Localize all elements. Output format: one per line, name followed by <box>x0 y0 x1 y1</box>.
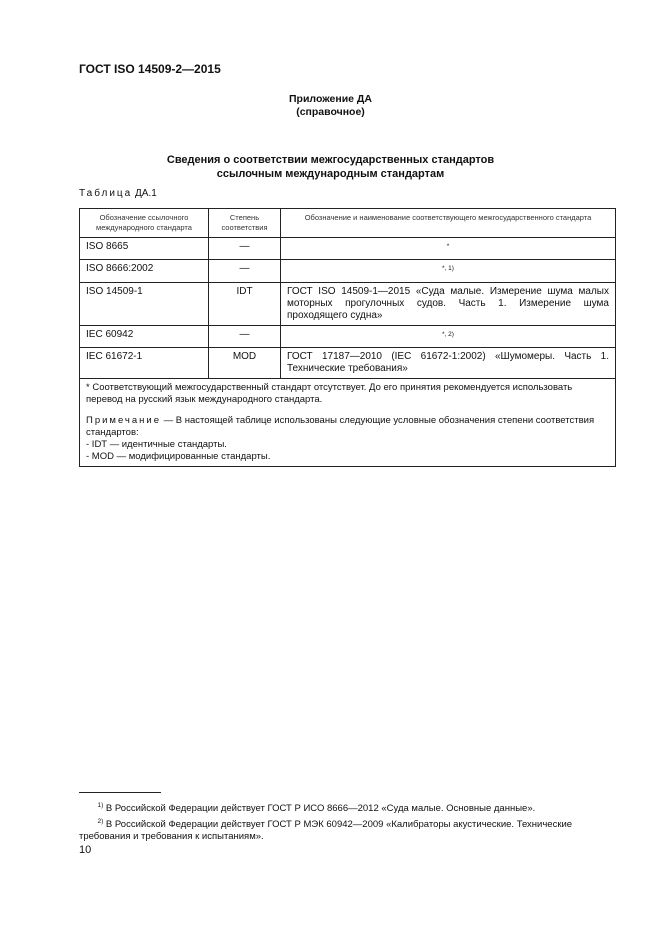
correspondence-table <box>79 208 616 467</box>
table-footer-row <box>80 378 616 466</box>
cell-national <box>281 260 616 282</box>
star-footnote: * Соответствующий межгосударственный стандарт отсутствует. До его принятия рекомендуется использовать перевод на русский язык международного стандарта. <box>86 381 573 405</box>
table-caption-prefix: Таблица <box>79 188 133 199</box>
footnote-1-mark: 1) <box>97 802 104 809</box>
footnote-1 <box>79 800 616 815</box>
cell-degree: IDT <box>209 282 281 325</box>
table-caption <box>79 188 157 199</box>
table-row <box>80 260 616 282</box>
annex-title: Приложение ДА <box>289 93 372 105</box>
table-note <box>86 415 609 439</box>
cell-national-mark: *, 1) <box>442 265 454 273</box>
table-row <box>80 325 616 347</box>
table-header-row <box>80 209 616 238</box>
cell-ref: ISO 14509-1 <box>80 282 209 325</box>
column-header-national: Обозначение и наименование соответствующего межгосударственного стандарта <box>281 209 616 238</box>
cell-degree: — <box>209 325 281 347</box>
cell-national-mark: * <box>446 243 450 250</box>
cell-national <box>281 238 616 260</box>
footnote-1-text: В Российской Федерации действует ГОСТ Р ИСО 8666—2012 «Суда малые. Основные данные». <box>105 803 536 815</box>
cell-ref: ISO 8665 <box>80 238 209 260</box>
table-notes <box>80 378 616 466</box>
document-code: ГОСТ ISO 14509-2—2015 <box>79 62 221 76</box>
annex-subtitle: (справочное) <box>296 106 365 118</box>
annex-heading <box>0 93 661 119</box>
section-title-line1: Сведения о соответствии межгосударственных стандартов <box>166 154 495 166</box>
note-item-idt: - IDT — идентичные стандарты. <box>86 438 227 450</box>
table-row <box>80 347 616 378</box>
table-caption-number: ДА.1 <box>135 188 157 199</box>
footnote-2-text: В Российской Федерации действует ГОСТ Р МЭК 60942—2009 «Калибраторы акустические. Технические требования и требования к испытаниям». <box>79 819 573 843</box>
cell-ref: ISO 8666:2002 <box>80 260 209 282</box>
section-title-line2: ссылочным международным стандартам <box>216 168 445 180</box>
cell-ref: IEC 60942 <box>80 325 209 347</box>
cell-national-mark: *, 2) <box>442 330 454 338</box>
table-row <box>80 282 616 325</box>
footnote-2-mark: 2) <box>97 818 104 825</box>
footnote-2 <box>79 816 616 843</box>
cell-degree: — <box>209 238 281 260</box>
cell-national <box>281 325 616 347</box>
column-header-ref: Обозначение ссылочного международного стандарта <box>80 209 209 238</box>
table-row <box>80 238 616 260</box>
cell-degree: MOD <box>209 347 281 378</box>
cell-national: ГОСТ ISO 14509-1—2015 «Суда малые. Измерение шума малых моторных прогулочных судов. Часть 1. Измерение шума проходящего судна» <box>281 282 616 325</box>
cell-degree: — <box>209 260 281 282</box>
section-title <box>0 153 661 181</box>
footnote-divider <box>79 792 161 793</box>
note-item-mod: - MOD — модифицированные стандарты. <box>86 450 271 462</box>
note-text: — В настоящей таблице использованы следующие условные обозначения степени соответствия стандартов: <box>86 414 595 438</box>
note-label: Примечание <box>86 414 161 426</box>
cell-national: ГОСТ 17187—2010 (IEC 61672-1:2002) «Шумомеры. Часть 1. Технические требования» <box>281 347 616 378</box>
column-header-degree: Степень соответствия <box>209 209 281 238</box>
cell-ref: IEC 61672-1 <box>80 347 209 378</box>
page-number: 10 <box>79 844 92 856</box>
